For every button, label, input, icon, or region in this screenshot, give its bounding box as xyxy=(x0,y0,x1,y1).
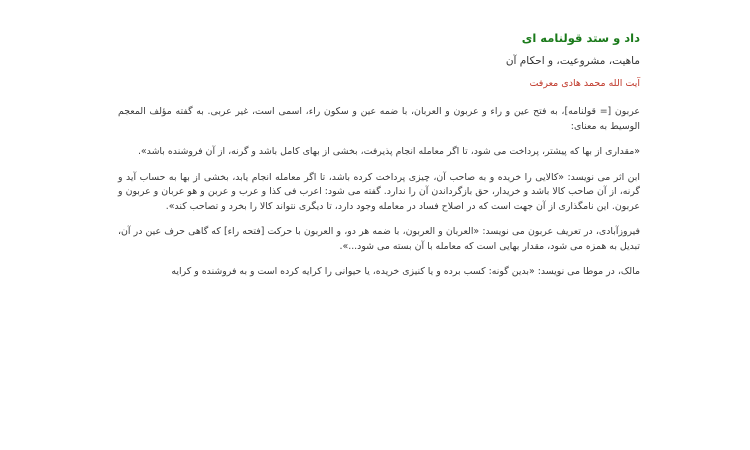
article-author: آیت الله محمد هادی معرفت xyxy=(529,78,640,89)
paragraph-2: «مقداری از بها که پیشتر، پرداخت می شود، تا اگر معامله انجام پذیرفت، بخشی از بهای کامل باشد و گرنه، از آن فروشنده باشد». xyxy=(137,146,640,157)
paragraph-4: فیروزآبادی، در تعریف عربون می نویسد: «العربان و العربون، با ضمه هر دو، و العربون با حرکت [فتحه راء] که گاهی حرف عین در آن، تبدیل به همزه می شود، مقدار بهایی است که معامله با آن بسته می شود...». xyxy=(118,226,640,252)
paragraph-5: مالک، در موطا می نویسد: «بدین گونه: کسب برده و یا کنیزی خریده، یا حیوانی را کرایه کرده است و به فروشنده و کرایه xyxy=(171,266,640,277)
paragraph-1: عربون [= قولنامه]، به فتح عین و راء و عربون و العربان، با ضمه عین و سکون راء، اسمی است، غیر عربی. به گفته مؤلف المعجم الوسیط به معنای: xyxy=(118,106,640,132)
article-title: داد و ستد قولنامه ای xyxy=(521,31,640,45)
document-body xyxy=(118,30,640,291)
article-subtitle: ماهیت، مشروعیت، و احکام آن xyxy=(505,55,640,67)
paragraph-3: ابن اثر می نویسد: «کالایی را خریده و به صاحب آن، چیزی پرداخت کرده باشد، تا اگر معامله انجام یابد، بخشی از بها به حساب آید و گرنه، از آن صاحب کالا باشد و خریدار، حق بازگرداندن آن را ندارد. گفته می شود: اعرب فی کذا و عرب و عربن و هو عربان و عربون و عربون. این نامگذاری از آن جهت است که در اصلاح فساد در معامله وجود دارد، تا دیگری نتواند کالا را بخرد و تصاحب کند». xyxy=(118,171,640,212)
